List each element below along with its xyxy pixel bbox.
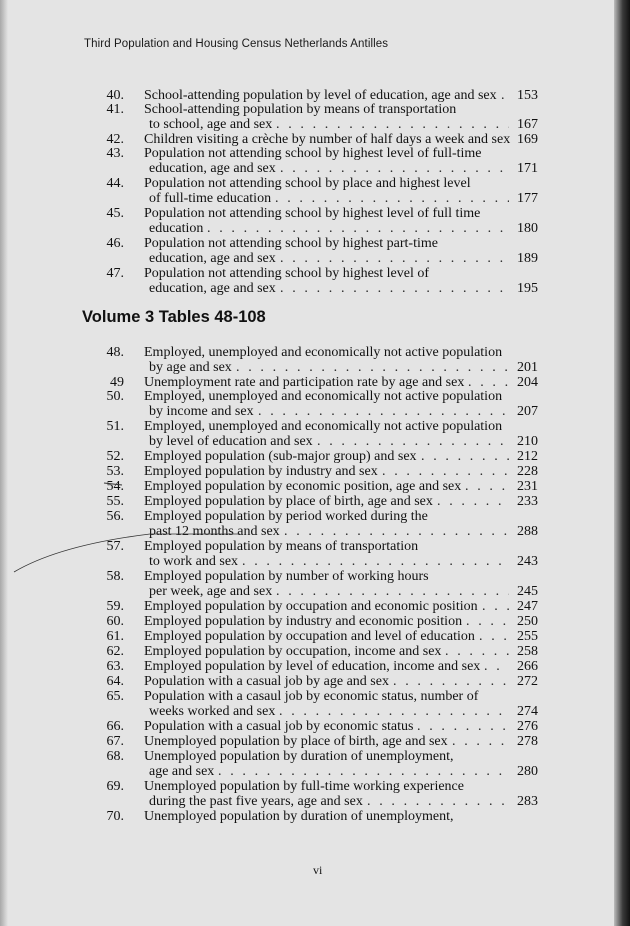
entry-title: education xyxy=(149,221,204,236)
entry-title: Employed population by occupation and economic position xyxy=(144,599,478,614)
entry-page-number: 274 xyxy=(517,704,538,719)
entry-page-number: 153 xyxy=(517,88,538,103)
entry-page-number: 180 xyxy=(517,221,538,236)
entry-title: Employed population by number of working hours xyxy=(144,569,429,584)
entry-title: Unemployed population by full-time working experience xyxy=(144,779,464,794)
entry-title: Employed, unemployed and economically not active population xyxy=(144,419,503,434)
entry-page-number: 280 xyxy=(517,764,538,779)
entry-page-number: 278 xyxy=(517,734,538,749)
entry-page-number: 189 xyxy=(517,251,538,266)
entry-title: by income and sex xyxy=(149,404,254,419)
entry-number: 53. xyxy=(106,464,124,479)
entry-page-number: 255 xyxy=(517,629,538,644)
entry-title: to school, age and sex xyxy=(149,117,273,132)
entry-page-number: 272 xyxy=(517,674,538,689)
entry-number: 40. xyxy=(106,88,124,103)
entry-number: 57. xyxy=(106,539,124,554)
entry-page-number: 258 xyxy=(517,644,538,659)
page-number: vi xyxy=(313,863,323,877)
entry-title: Employed population by occupation, income and sex xyxy=(144,644,442,659)
entry-title: education, age and sex xyxy=(149,281,276,296)
entry-number: 61. xyxy=(106,629,124,644)
entry-title: Employed population by industry and sex xyxy=(144,464,378,479)
entry-title: Population with a casual job by economic status xyxy=(144,719,414,734)
entry-title: Employed population (sub-major group) and sex xyxy=(144,449,417,464)
entry-page-number: 266 xyxy=(517,659,538,674)
entry-title: by age and sex xyxy=(149,360,232,375)
entry-title: Children visiting a crèche by number of half days a week and sex xyxy=(144,132,511,147)
entry-title: during the past five years, age and sex xyxy=(149,794,363,809)
entry-title: Employed, unemployed and economically not active population xyxy=(144,389,503,404)
entry-title: Employed population by economic position, age and sex xyxy=(144,479,462,494)
entry-title: to work and sex xyxy=(149,554,239,569)
entry-page-number: 167 xyxy=(517,117,538,132)
entry-title: weeks worked and sex xyxy=(149,704,276,719)
entry-title: Employed population by level of education, income and sex xyxy=(144,659,481,674)
entry-title: Unemployment rate and participation rate by age and sex xyxy=(144,375,465,390)
entry-title: Employed population by period worked during the xyxy=(144,509,428,524)
entry-number: 69. xyxy=(106,779,124,794)
entry-page-number: 283 xyxy=(517,794,538,809)
entry-number: 50. xyxy=(106,389,124,404)
entry-title: past 12 months and sex xyxy=(149,524,280,539)
entry-number: 65. xyxy=(106,689,124,704)
entry-number: 49 xyxy=(110,375,124,390)
entry-page-number: 201 xyxy=(517,360,538,375)
running-header: Third Population and Housing Census Netherlands Antilles xyxy=(84,38,389,50)
entry-title: Population with a casual job by age and sex xyxy=(144,674,389,689)
entry-title: Population not attending school by highest level of full-time xyxy=(144,146,482,161)
entry-number: 62. xyxy=(106,644,124,659)
entry-page-number: 276 xyxy=(517,719,538,734)
entry-number: 63. xyxy=(106,659,124,674)
entry-title: Population not attending school by highest level of xyxy=(144,266,430,281)
entry-number: 44. xyxy=(106,176,124,191)
entry-number: 51. xyxy=(106,419,124,434)
entry-title: School-attending population by means of transportation xyxy=(144,102,457,117)
entry-number: 47. xyxy=(106,266,124,281)
entry-page-number: 243 xyxy=(517,554,538,569)
entry-number: 45. xyxy=(106,206,124,221)
entry-page-number: 233 xyxy=(517,494,538,509)
entry-page-number: 177 xyxy=(517,191,538,206)
entry-title: per week, age and sex xyxy=(149,584,273,599)
entry-title: Unemployed population by duration of unemployment, xyxy=(144,809,454,824)
entry-title: education, age and sex xyxy=(149,161,276,176)
entry-number: 59. xyxy=(106,599,124,614)
entry-title: Population not attending school by highest part-time xyxy=(144,236,438,251)
entry-page-number: 245 xyxy=(517,584,538,599)
entry-page-number: 169 xyxy=(517,132,538,147)
entry-number: 58. xyxy=(106,569,124,584)
entry-number: 43. xyxy=(106,146,124,161)
entry-title: Population with a casaul job by economic status, number of xyxy=(144,689,479,704)
entry-title: Employed population by occupation and level of education xyxy=(144,629,475,644)
entry-page-number: 250 xyxy=(517,614,538,629)
entry-number: 64. xyxy=(106,674,124,689)
entry-title: Unemployed population by duration of unemployment, xyxy=(144,749,454,764)
entry-title: School-attending population by level of education, age and sex xyxy=(144,88,497,103)
entry-title: Employed population by place of birth, age and sex xyxy=(144,494,433,509)
entry-number: 42. xyxy=(106,132,124,147)
entry-page-number: 204 xyxy=(517,375,538,390)
entry-title: education, age and sex xyxy=(149,251,276,266)
entry-page-number: 247 xyxy=(517,599,538,614)
volume-heading: Volume 3 Tables 48-108 xyxy=(82,308,266,326)
entry-number: 60. xyxy=(106,614,124,629)
entry-number: 46. xyxy=(106,236,124,251)
entry-title: of full-time education xyxy=(149,191,272,206)
entry-number: 54. xyxy=(106,479,124,494)
entry-page-number: 210 xyxy=(517,434,538,449)
entry-number: 55. xyxy=(106,494,124,509)
entry-page-number: 212 xyxy=(517,449,538,464)
entry-number: 41. xyxy=(106,102,124,117)
entry-page-number: 231 xyxy=(517,479,538,494)
entry-page-number: 207 xyxy=(517,404,538,419)
entry-title: Employed, unemployed and economically not active population xyxy=(144,345,503,360)
entry-number: 67. xyxy=(106,734,124,749)
entry-number: 48. xyxy=(106,345,124,360)
entry-number: 68. xyxy=(106,749,124,764)
entry-number: 70. xyxy=(106,809,124,824)
entry-page-number: 228 xyxy=(517,464,538,479)
entry-title: Employed population by industry and economic position xyxy=(144,614,463,629)
entry-number: 52. xyxy=(106,449,124,464)
book-edge xyxy=(614,0,630,926)
entry-number: 56. xyxy=(106,509,124,524)
entry-title: Unemployed population by place of birth, age and sex xyxy=(144,734,448,749)
entry-title: Population not attending school by place and highest level xyxy=(144,176,471,191)
entry-title: Population not attending school by highest level of full time xyxy=(144,206,481,221)
entry-page-number: 171 xyxy=(517,161,538,176)
entry-title: age and sex xyxy=(149,764,215,779)
entry-number: 66. xyxy=(106,719,124,734)
entry-page-number: 195 xyxy=(517,281,538,296)
entry-title: by level of education and sex xyxy=(149,434,313,449)
entry-page-number: 288 xyxy=(517,524,538,539)
entry-title: Employed population by means of transportation xyxy=(144,539,419,554)
